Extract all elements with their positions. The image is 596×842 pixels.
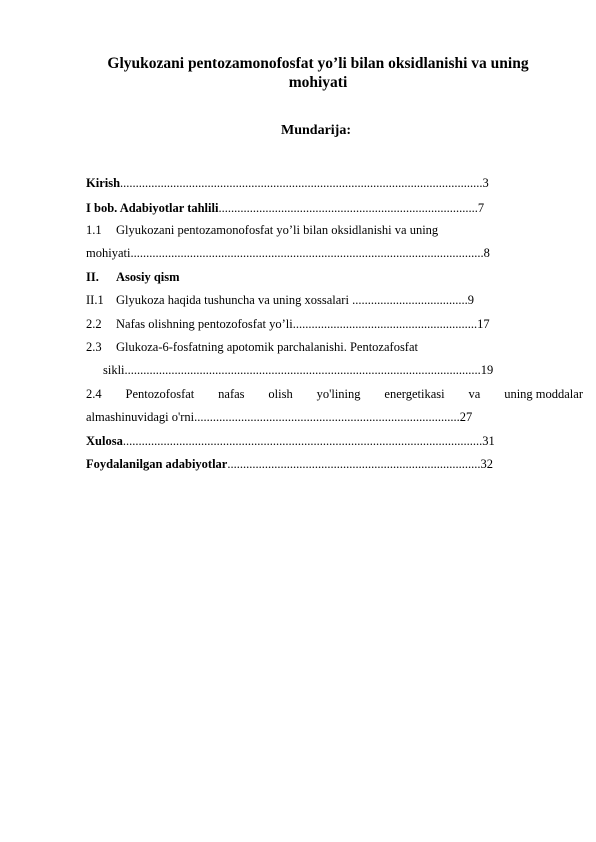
toc-page: 3 (482, 176, 489, 190)
toc-label: mohiyati (86, 246, 131, 260)
toc-label: I bob. Adabiyotlar tahlili (86, 201, 219, 215)
toc-label: Glyukozani pentozamonofosfat yo’li bilan oksidlanishi va uning (116, 223, 439, 237)
toc-page: 17 (477, 317, 490, 331)
contents-heading: Mundarija: (281, 123, 351, 138)
toc-page: 9 (467, 293, 474, 307)
toc-label: Foydalanilgan adabiyotlar (86, 457, 228, 471)
toc-number: II. (86, 270, 99, 284)
toc-leader: ..................................................................................... (194, 410, 460, 424)
toc-word: nafas (218, 387, 245, 401)
toc-label: sikli (103, 363, 125, 377)
toc-label: Glyukoza haqida tushuncha va uning xossalari (116, 293, 349, 307)
toc-number: II.1 (86, 293, 104, 307)
toc-entry-2-2 (86, 316, 552, 332)
toc-entry-kirish (86, 175, 550, 191)
toc-label: Kirish (86, 176, 121, 190)
document-title: Glyukozani pentozamonofosfat yo’li bilan oksidlanishi va uning mohiyati (107, 55, 529, 91)
toc-word: va (468, 387, 481, 401)
toc-entry-2-3-continued (103, 362, 552, 378)
toc-word: olish (268, 387, 293, 401)
toc-entry-1-1-continued (86, 245, 550, 261)
toc-entry-2-3 (86, 339, 552, 355)
toc-word: uning moddalar (504, 387, 583, 401)
toc-page: 7 (477, 201, 485, 215)
toc-leader: .................................................................................................................... (120, 176, 483, 190)
toc-entry-1-1 (86, 222, 552, 238)
toc-entry-foydalanilgan-adabiyotlar (86, 456, 550, 472)
toc-entry-asosiy-qism (86, 269, 552, 285)
toc-leader: ................................................................................. (227, 457, 481, 471)
toc-entry-2-4 (86, 386, 583, 402)
toc-label: almashinuvidagi o'rni (86, 410, 195, 424)
toc-word: Pentozofosfat (125, 387, 195, 401)
toc-leader: ................................................................................... (218, 201, 478, 215)
toc-entry-ii-1 (86, 292, 550, 308)
toc-entry-xulosa (86, 433, 552, 449)
toc-page: 8 (483, 246, 490, 260)
toc-word: energetikasi (384, 387, 445, 401)
toc-page: 27 (459, 410, 473, 424)
toc-page: 19 (480, 363, 494, 377)
toc-number: 2.2 (86, 317, 102, 331)
toc-label: Asosiy qism (116, 270, 180, 284)
toc-leader: ................................................................................................................... (122, 434, 483, 448)
toc-word: yo'lining (316, 387, 361, 401)
toc-number: 1.1 (86, 223, 102, 237)
toc-leader: .................................................................................................................. (124, 363, 481, 377)
toc-leader: ................................................................................................................. (130, 246, 484, 260)
toc-entry-adabiyotlar-tahlili (86, 200, 550, 216)
toc-label: Nafas olishning pentozofosfat yo’li (116, 317, 293, 331)
toc-label: Xulosa (86, 434, 123, 448)
toc-label: Glukoza-6-fosfatning apotomik parchalanishi. Pentozafosfat (116, 340, 418, 354)
toc-page: 31 (482, 434, 495, 448)
toc-page: 32 (480, 457, 493, 471)
toc-number: 2.3 (86, 340, 102, 354)
toc-entry-2-4-continued (86, 409, 528, 425)
toc-leader: ..................................... (352, 293, 468, 307)
toc-leader: ........................................................... (292, 317, 478, 331)
toc-number: 2.4 (86, 387, 102, 401)
